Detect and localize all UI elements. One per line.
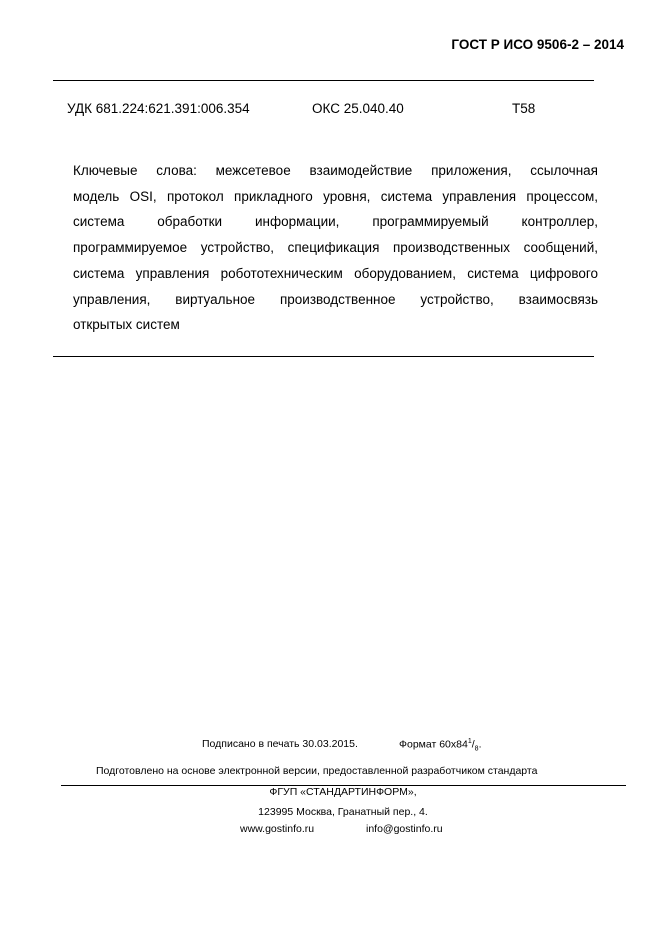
keywords-line: модель OSI, протокол прикладного уровня, система управления процессом, xyxy=(73,188,598,204)
signed-for-print: Подписано в печать 30.03.2015. xyxy=(202,738,358,750)
publisher-address: 123995 Москва, Гранатный пер., 4. xyxy=(258,806,428,818)
classification-code: Т58 xyxy=(512,101,536,116)
keywords-line: система управления робототехническим оборудованием, система цифрового xyxy=(73,265,598,281)
keywords-line: Ключевые слова: межсетевое взаимодействие приложения, ссылочная xyxy=(73,163,598,178)
publisher-name: ФГУП «СТАНДАРТИНФОРМ», xyxy=(269,786,417,798)
prepared-note: Подготовлено на основе электронной версии, предоставленной разработчиком стандарта xyxy=(96,765,538,777)
paper-format xyxy=(399,738,481,753)
keywords-line: программируемое устройство, спецификация производственных сообщений, xyxy=(73,240,598,256)
format-denominator: 8 xyxy=(474,745,479,753)
format-prefix: Формат 60x84 xyxy=(399,738,468,751)
email-link[interactable]: info@gostinfo.ru xyxy=(366,823,443,835)
keywords-line: система обработки информации, программируемый контроллер, xyxy=(73,214,598,230)
format-separator: / xyxy=(471,738,475,751)
standard-code: ГОСТ Р ИСО 9506-2 – 2014 xyxy=(451,37,624,52)
middle-divider xyxy=(53,356,594,357)
keywords-line: открытых систем xyxy=(73,317,180,333)
format-numerator: 1 xyxy=(467,738,472,745)
format-suffix: . xyxy=(478,738,482,751)
top-divider xyxy=(53,80,594,81)
keywords-line: управления, виртуальное производственное устройство, взаимосвязь xyxy=(73,291,598,307)
keywords-block xyxy=(73,158,598,338)
website-link[interactable]: www.gostinfo.ru xyxy=(240,823,315,835)
oks-code: ОКС 25.040.40 xyxy=(312,101,404,116)
udk-code: УДК 681.224:621.391:006.354 xyxy=(67,101,250,116)
